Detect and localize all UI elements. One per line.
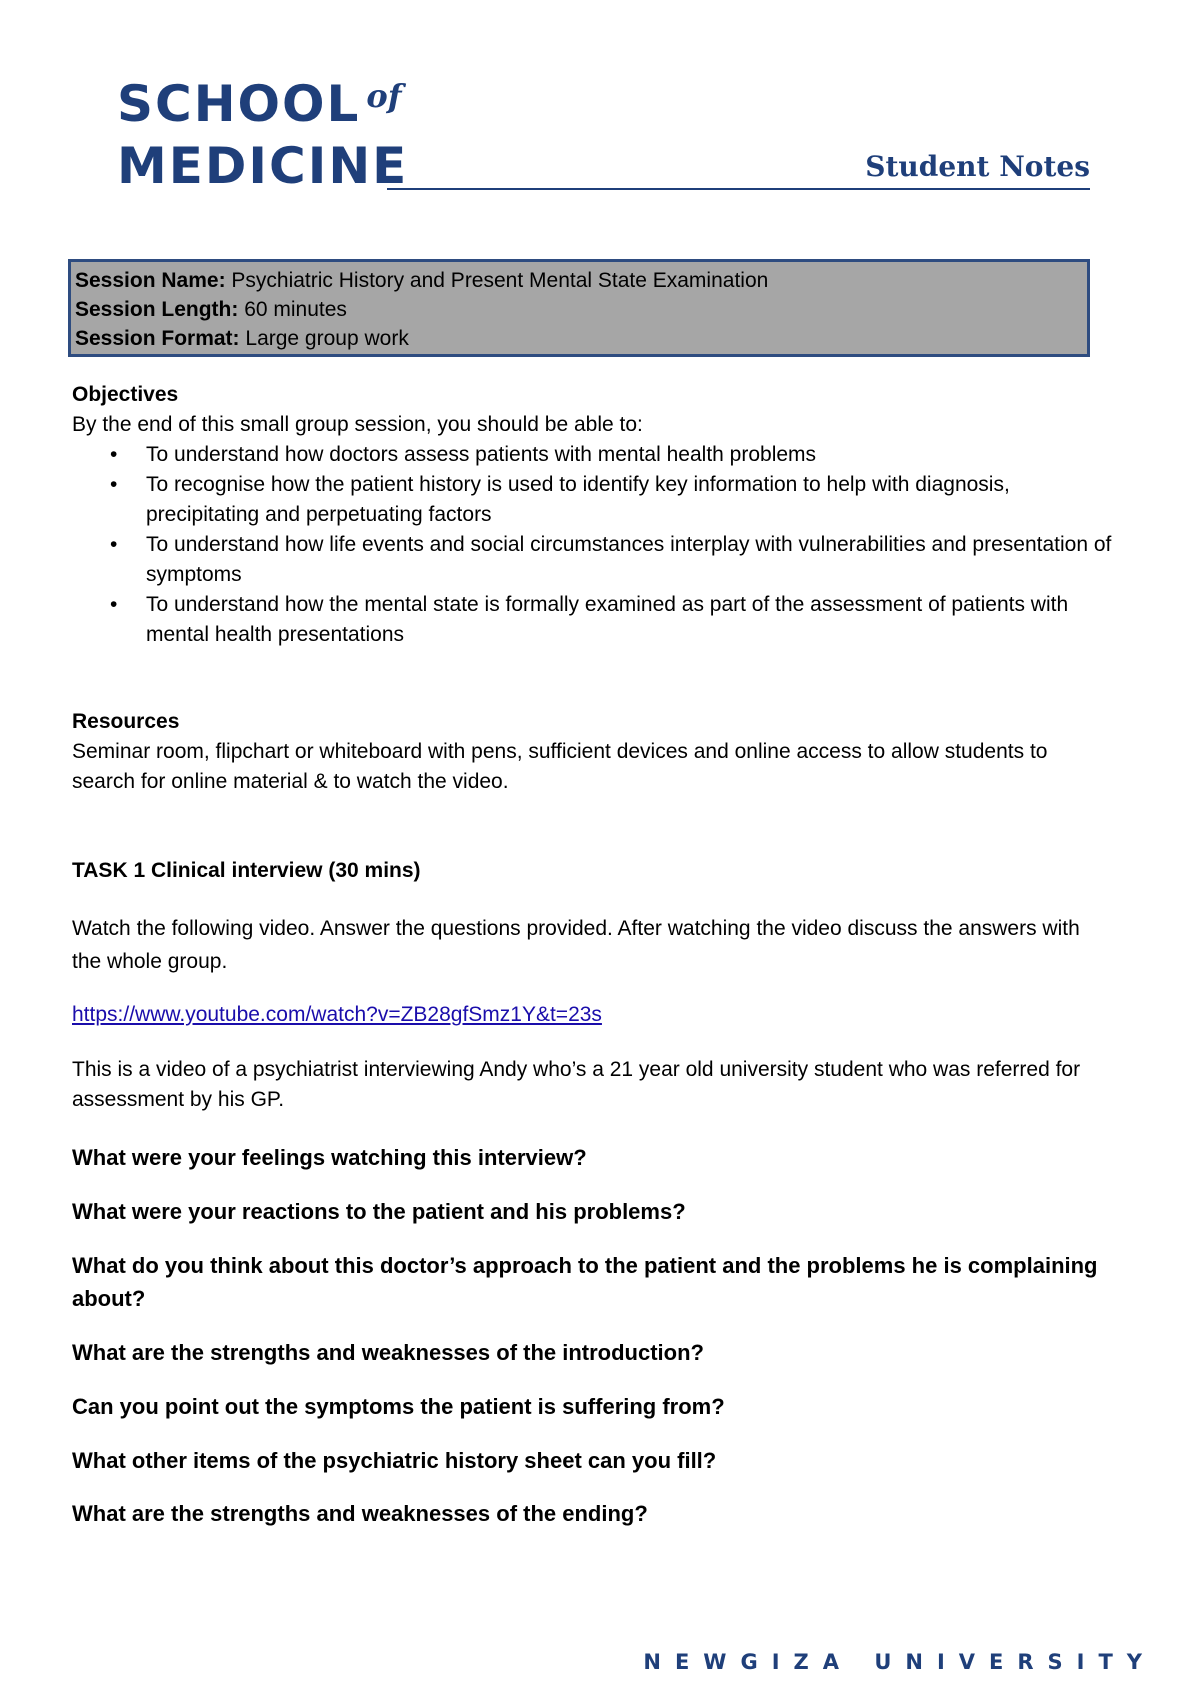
question-item: What do you think about this doctor’s approach to the patient and the problems he is complaining about? xyxy=(72,1253,1098,1311)
resources-text: Seminar room, flipchart or whiteboard with pens, sufficient devices and online access to allow students to search for online material & to watch the video. xyxy=(72,740,1048,793)
objective-item: • To understand how the mental state is formally examined as part of the assessment of patients with mental health presentations xyxy=(72,590,1112,650)
objectives-section xyxy=(72,380,1112,650)
session-length-label: Session Length: xyxy=(75,298,239,321)
task1-heading: TASK 1 Clinical interview (30 mins) xyxy=(72,859,421,882)
resources-section xyxy=(72,707,1112,797)
task1-section xyxy=(72,856,1112,886)
session-name-label: Session Name: xyxy=(75,269,226,292)
question-item: What are the strengths and weaknesses of the ending? xyxy=(72,1501,648,1526)
session-name-row xyxy=(75,266,1083,295)
question-item: Can you point out the symptoms the patient is suffering from? xyxy=(72,1394,725,1419)
task1-instructions: Watch the following video. Answer the questions provided. After watching the video discuss the answers with the whole group. xyxy=(72,917,1080,973)
session-length-row xyxy=(75,295,1083,324)
video-link-wrapper xyxy=(72,1000,602,1030)
objectives-intro: By the end of this small group session, you should be able to: xyxy=(72,413,643,436)
question-item: What other items of the psychiatric history sheet can you fill? xyxy=(72,1448,717,1473)
school-of-medicine-logo xyxy=(117,76,408,194)
session-name-value: Psychiatric History and Present Mental State Examination xyxy=(231,269,769,292)
header-divider xyxy=(387,188,1090,190)
objectives-list xyxy=(72,440,1112,650)
session-format-value: Large group work xyxy=(245,327,409,350)
session-info-box xyxy=(68,259,1090,357)
session-format-label: Session Format: xyxy=(75,327,240,350)
session-length-value: 60 minutes xyxy=(244,298,347,321)
objective-item: • To understand how doctors assess patients with mental health problems xyxy=(72,440,1112,470)
objectives-heading: Objectives xyxy=(72,383,179,406)
document-type-title: Student Notes xyxy=(865,150,1090,183)
logo-word-of: of xyxy=(366,77,402,115)
question-item: What are the strengths and weaknesses of the introduction? xyxy=(72,1340,704,1365)
logo-word-school: SCHOOL xyxy=(117,75,361,133)
video-description: This is a video of a psychiatrist interviewing Andy who’s a 21 year old university student who was referred for assessment by his GP. xyxy=(72,1058,1081,1111)
question-item: What were your feelings watching this interview? xyxy=(72,1145,587,1170)
logo-word-medicine: MEDICINE xyxy=(117,137,409,195)
resources-heading: Resources xyxy=(72,710,180,733)
objective-item: • To recognise how the patient history is used to identify key information to help with diagnosis, precipitating and perpetuating factors xyxy=(72,470,1112,530)
video-link[interactable]: https://www.youtube.com/watch?v=ZB28gfSmz1Y&t=23s xyxy=(72,1003,602,1026)
session-format-row xyxy=(75,324,1083,353)
question-item: What were your reactions to the patient and his problems? xyxy=(72,1199,686,1224)
objective-item: • To understand how life events and social circumstances interplay with vulnerabilities and presentation of symptoms xyxy=(72,530,1112,590)
university-footer: NEWGIZA UNIVERSITY xyxy=(643,1650,1156,1674)
